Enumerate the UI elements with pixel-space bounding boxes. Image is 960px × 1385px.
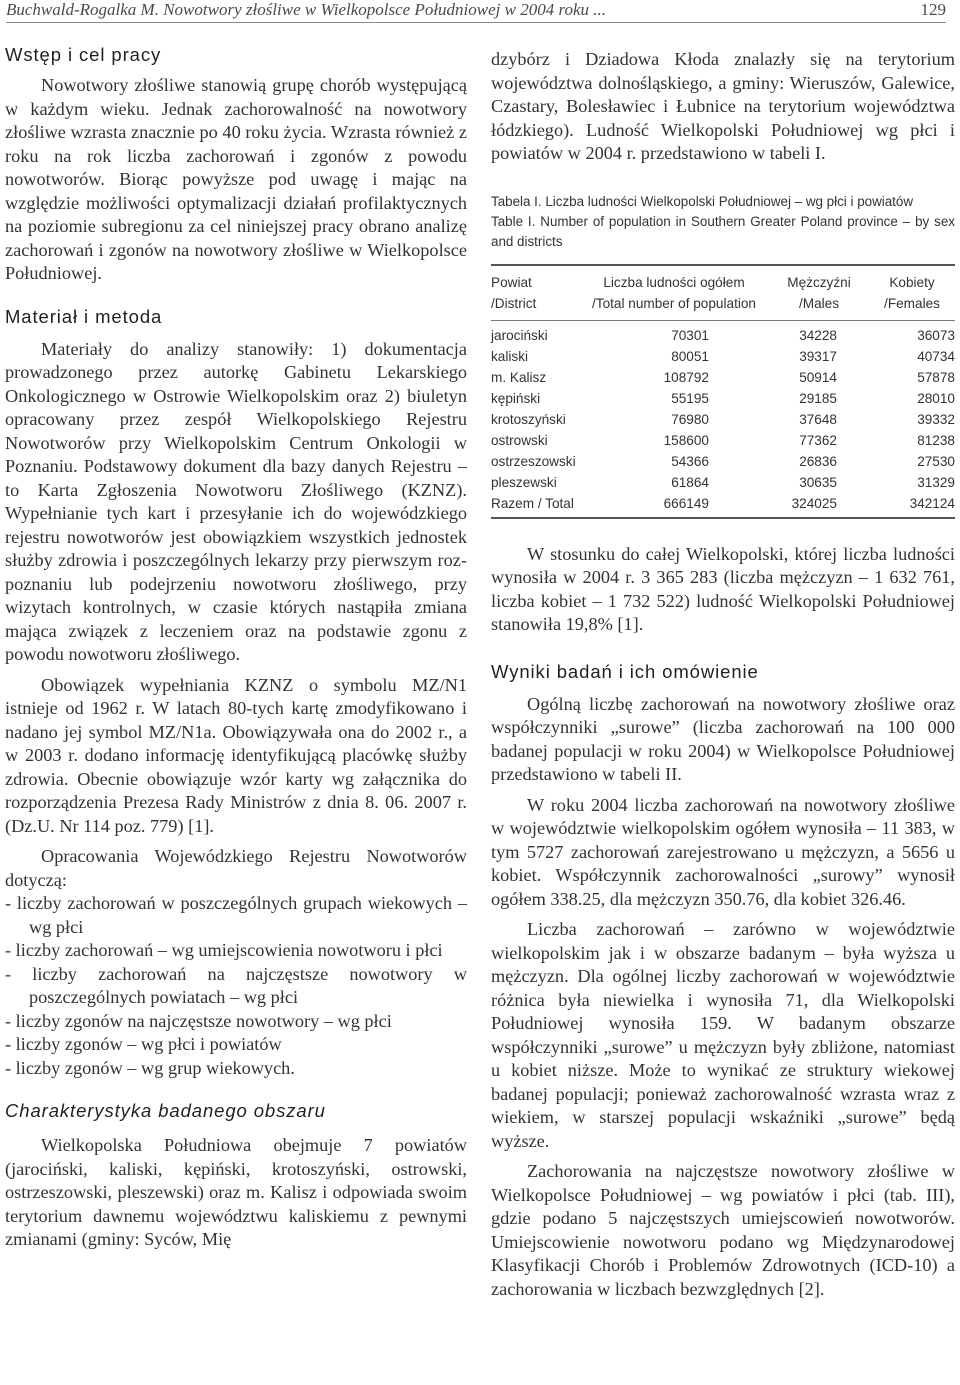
- column-header: Liczba ludności ogółem: [603, 274, 745, 290]
- column-header: Powiat: [491, 274, 532, 290]
- right-column: [491, 48, 955, 1301]
- value-cell: 31329: [917, 474, 955, 490]
- column-header: /Males: [798, 295, 840, 311]
- value-cell: 61864: [671, 474, 709, 490]
- page-number: 129: [920, 0, 946, 19]
- table-row: [491, 388, 955, 409]
- table-caption-pl: Tabela I. Liczba ludności Wielkopolski Południowej – wg płci i powiatów: [491, 193, 914, 209]
- value-cell: 81238: [917, 432, 955, 448]
- district-cell: kaliski: [491, 348, 529, 364]
- table-header-row-pl: [491, 272, 955, 293]
- column-header: Mężczyźni: [787, 274, 851, 290]
- paragraph: Liczba zachorowań – zarówno w województwie wielkopolskim jak i w obszarze badanym – była wyższa u mężczyzn. Dla ogólnej liczby zachorowań w województwie różnica była niewielka i wynosiła 71, dla Wielkopolski Południowej wynosiła 159. W badanym obszarze współczynniki „surowe” u mężczyzn były zbliżone, natomiast u kobiet niższe. Może to wynikać ze struktury wiekowej badanej populacji; ponieważ zachorowalność wzrasta wraz z wiekiem, w starszej populacji wskaźniki „surowe” będą wyższe.: [491, 919, 955, 1151]
- table-top-rule: [491, 264, 955, 266]
- paragraph: dzybórz i Dziadowa Kłoda znalazły się na terytorium województwa dolnośląskiego, a gminy: Wieruszów, Galewice, Czastary, Bolesławiec i Łubnice na terytorium województwa łódzkiego). Ludność Wielkopolski Południowej wg płci i powiatów w 2004 r. przedstawiono w tabeli I.: [491, 49, 955, 163]
- district-cell: pleszewski: [491, 474, 557, 490]
- table-row: [491, 451, 955, 472]
- section-heading-material-method: Materiał i metoda: [5, 305, 163, 327]
- district-cell: m. Kalisz: [491, 369, 547, 385]
- district-cell: jarociński: [491, 327, 548, 343]
- paragraph: Materiały do analizy stanowiły: 1) dokumentacja prowadzonego przez autorkę Gabinetu Lekarskiego Onkologicznego w Ostrowie Wielkopolskim oraz 2) biuletyn opracowany przez zespół Wielkopolskiego Rejestru Nowotworów przy Wielkopolskim Centrum Onkologii w Poznaniu. Podstawowy dokument dla bazy danych Rejestru – to Karta Zgłoszenia Nowotworu Złośliwego (KZNZ). Wypełnianie tych kart i przesyłanie ich do wojewódzkiego rejestru nowotworów jest obowiązkiem wszystkich jednostek służby zdrowia i poszczególnych lekarzy przy pierwszym rozpoznaniu lub podejrzeniu nowotworu złośliwego, przy wizytach kontrolnych, w czasie których nastąpiła zmiana mająca związek z leczeniem oraz na podstawie zgonu z powodu nowotworu złośliwego.: [5, 338, 467, 664]
- value-cell: 30635: [799, 474, 837, 490]
- table-row: [491, 346, 955, 367]
- value-cell: 50914: [799, 369, 837, 385]
- value-cell: 158600: [663, 432, 709, 448]
- section-heading-study-area: Charakterystyka badanego obszaru: [5, 1100, 326, 1121]
- table-header-rule: [491, 320, 955, 321]
- value-cell: 34228: [799, 327, 837, 343]
- value-cell: 28010: [917, 390, 955, 406]
- list-item: - liczby zgonów na najczęstsze nowotwory – wg płci: [5, 1010, 392, 1031]
- paragraph: W stosunku do całej Wielkopolski, której liczba ludności wynosiła w 2004 r. 3 365 283 (liczba mężczyzn – 1 632 761, liczba kobiet – 1 732 522) ludność Wielkopolski Południowej stanowiła 19,8% [1].: [491, 543, 955, 634]
- section-heading-results: Wyniki badań i ich omówienie: [491, 660, 759, 682]
- value-cell: 40734: [917, 348, 955, 364]
- value-cell: 39317: [799, 348, 837, 364]
- value-cell: 80051: [671, 348, 709, 364]
- table-row: [491, 493, 955, 514]
- registry-items-list: [5, 892, 467, 1080]
- paragraph: Obowiązek wypełniania KZNZ o symbolu MZ/N1 istnieje od 1962 r. W latach 80-tych kartę zmodyfikowano i nadano jej symbol MZ/N1a. Obowiązywała ona do 2002 r., a w 2003 r. dodano informację identyfikującą placówkę służby zdrowia. Obecnie obowiązuje wzór karty wg załącznika do rozporządzenia Prezesa Rady Ministrów z dnia 8. 06. 2007 r. (Dz.U. Nr 114 poz. 779) [1].: [5, 674, 467, 836]
- value-cell: 666149: [663, 495, 709, 511]
- table-row: [491, 430, 955, 451]
- list-item: - liczby zgonów – wg grup wiekowych.: [5, 1057, 295, 1078]
- table-row: [491, 325, 955, 346]
- paragraph: Wielkopolska Południowa obejmuje 7 powiatów (jarociński, kaliski, kępiński, krotoszyński, ostrowski, ostrzeszowski, pleszewski) oraz m. Kalisz i odpowiada swoim terytorium dawnemu województwu kaliskiemu z pewnymi zmianami (gminy: Syców, Mię: [5, 1135, 467, 1249]
- section-heading-introduction: Wstęp i cel pracy: [5, 44, 162, 65]
- value-cell: 324025: [791, 495, 837, 511]
- value-cell: 29185: [799, 390, 837, 406]
- population-table: [491, 192, 955, 519]
- list-item: - liczby zachorowań – wg umiejscowienia nowotworu i płci: [5, 940, 443, 960]
- value-cell: 39332: [917, 411, 955, 427]
- list-item: - liczby zachorowań na najczęstsze nowotwory w poszczególnych powiatach – wg płci: [5, 963, 467, 1007]
- value-cell: 57878: [917, 369, 955, 385]
- paragraph: Opracowania Wojewódzkiego Rejestru Nowotworów dotyczą:: [5, 846, 467, 890]
- value-cell: 77362: [799, 432, 837, 448]
- running-header: [6, 0, 946, 23]
- value-cell: 76980: [671, 411, 709, 427]
- column-header: /District: [491, 295, 537, 311]
- value-cell: 54366: [671, 453, 709, 469]
- table-bottom-rule: [491, 517, 955, 519]
- table-body: [491, 325, 955, 514]
- table-caption-en: Table I. Number of population in Southern Greater Poland province – by sex and districts: [491, 213, 955, 249]
- paragraph: Zachorowania na najczęstsze nowotwory złośliwe w Wielkopolsce Południowej – wg powiatów i płci (tab. III), gdzie podano 5 najczęstszych umiejscowień nowotworów. Umiejscowienie nowotworu podano wg Międzynarodowej Klasyfikacji Chorób i Problemów Zdrowotnych (ICD-10) a zachorowania w liczbach bezwzględnych [2].: [491, 1161, 955, 1299]
- left-column: [5, 44, 467, 1252]
- column-header: Kobiety: [889, 274, 935, 290]
- district-cell: krotoszyński: [491, 411, 566, 427]
- table-header: [491, 272, 955, 314]
- district-cell: ostrzeszowski: [491, 453, 576, 469]
- value-cell: 55195: [671, 390, 709, 406]
- list-item: - liczby zachorowań w poszczególnych grupach wiekowych – wg płci: [5, 893, 467, 937]
- table-row: [491, 472, 955, 493]
- value-cell: 36073: [917, 327, 955, 343]
- column-header: /Females: [884, 295, 940, 311]
- table-row: [491, 409, 955, 430]
- value-cell: 70301: [671, 327, 709, 343]
- column-header: /Total number of population: [592, 295, 756, 311]
- paragraph: W roku 2004 liczba zachorowań na nowotwory złośliwe w województwie wielkopolskim ogółem wynosiła – 11 383, w tym 5727 zachorowań zarejestrowano u mężczyzn, a 5656 u kobiet. Współczynnik zachorowalności „surowy” wynosił ogółem 338.25, dla mężczyzn 350.76, dla kobiet 326.46.: [491, 794, 955, 909]
- value-cell: 26836: [799, 453, 837, 469]
- value-cell: 27530: [917, 453, 955, 469]
- district-cell: Razem / Total: [491, 495, 574, 511]
- list-item: - liczby zgonów – wg płci i powiatów: [5, 1034, 282, 1054]
- table-header-row-en: [491, 293, 955, 314]
- paragraph: Nowotwory złośliwe stanowią grupę chorób występującą w każdym wieku. Jednak zachorowalność na nowotwory złośliwe wzrasta znacznie po 40 roku życia. Wzrasta również z roku na rok liczba zachorowań i zgonów z powodu nowotworów. Biorąc powyższe pod uwagę i mając na względzie możliwości optymalizacji działań profilaktycznych na poziomie subregionu za cel niniejszej pracy obrano analizę zachorowań i zgonów na nowotwory złośliwe w Wielkopolsce Południowej.: [5, 75, 467, 283]
- district-cell: kępiński: [491, 390, 541, 406]
- table-row: [491, 367, 955, 388]
- running-title: Buchwald-Rogalka M. Nowotwory złośliwe w Wielkopolsce Południowej w 2004 roku ...: [6, 0, 606, 19]
- value-cell: 37648: [799, 411, 837, 427]
- value-cell: 342124: [909, 495, 955, 511]
- value-cell: 108792: [663, 369, 709, 385]
- paragraph: Ogólną liczbę zachorowań na nowotwory złośliwe oraz współczynniki „surowe” (liczba zachorowań na 100 000 badanej populacji w roku 2004) w Wielkopolsce Południowej przedstawiono w tabeli II.: [491, 693, 955, 784]
- district-cell: ostrowski: [491, 432, 548, 448]
